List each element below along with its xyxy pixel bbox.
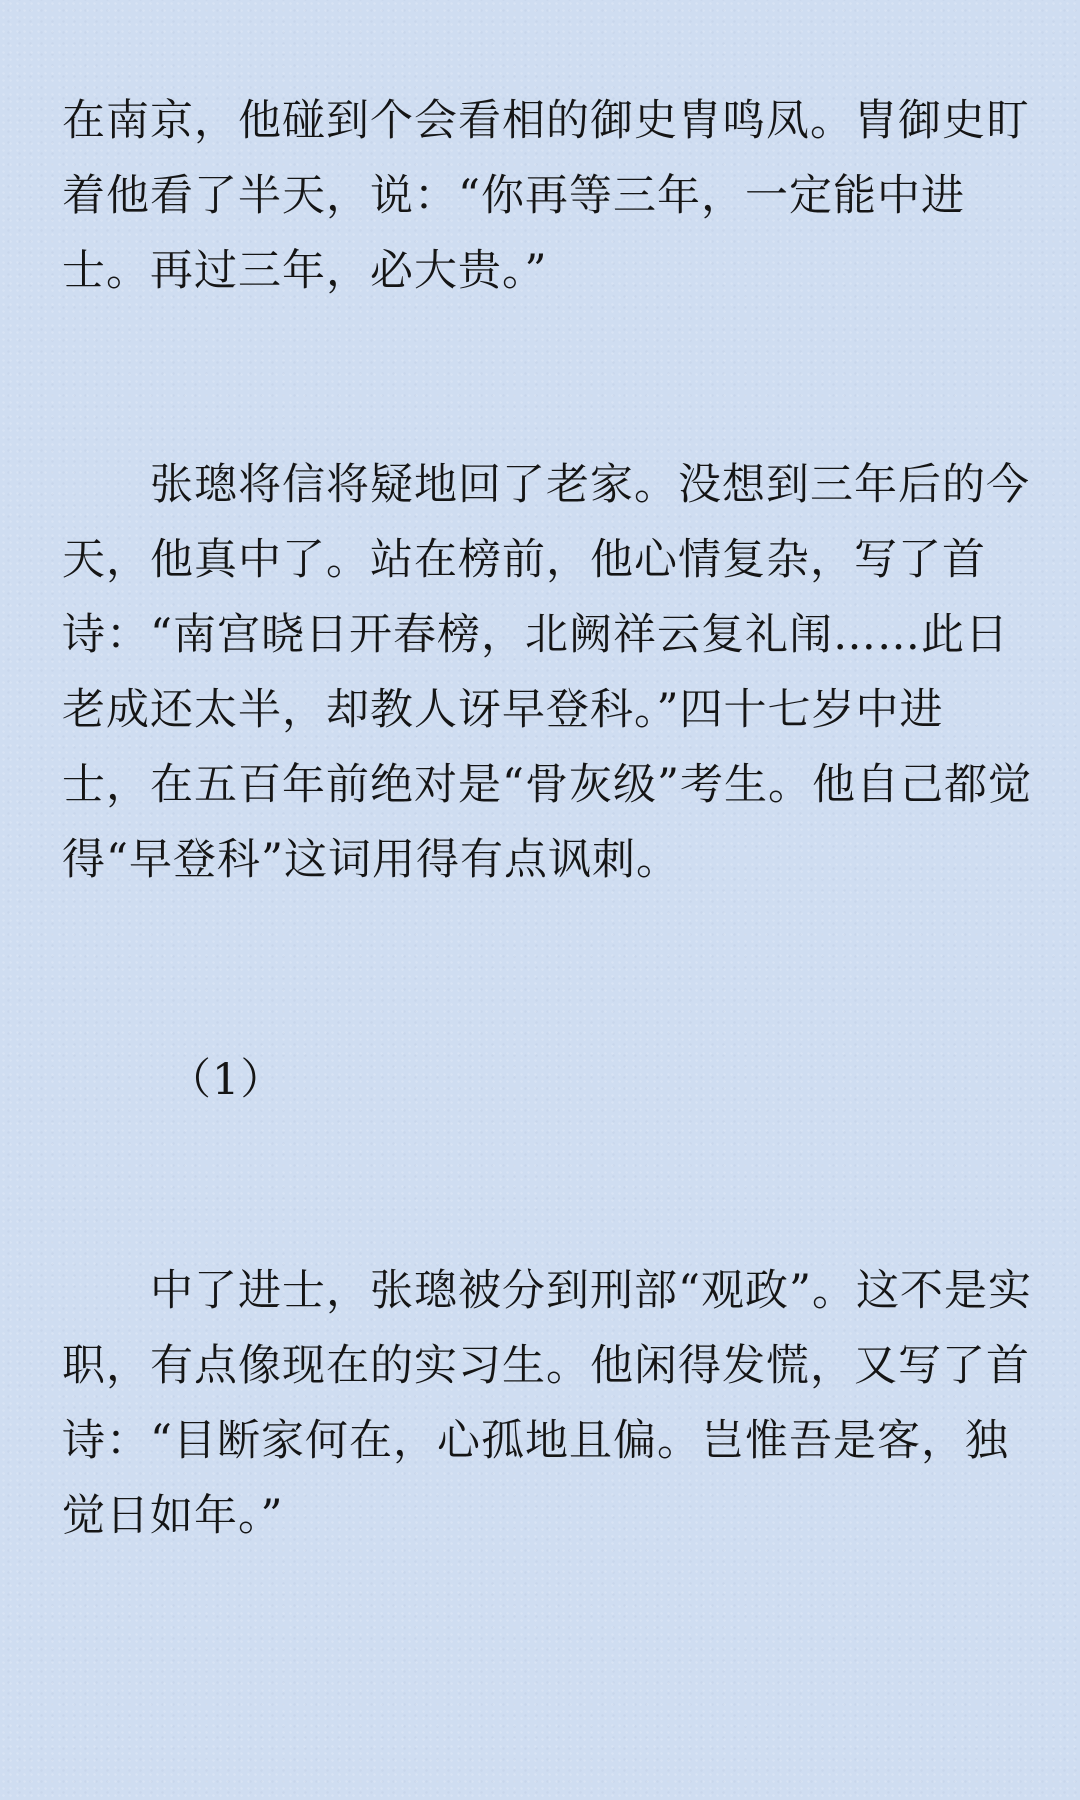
paragraph-line: 老成还太半，却教人讶早登科。”四十七岁中进 bbox=[62, 685, 944, 735]
paragraph-line: 得“早登科”这词用得有点讽刺。 bbox=[62, 835, 680, 885]
paragraph-2 bbox=[62, 448, 1032, 898]
paragraph-1 bbox=[62, 84, 1030, 309]
paragraph-line: 诗：“目断家何在，心孤地且偏。岂惟吾是客，独 bbox=[62, 1416, 1009, 1466]
paragraph-line: 士，在五百年前绝对是“骨灰级”考生。他自己都觉 bbox=[62, 760, 1032, 810]
paragraph-line: 诗：“南宫晓日开春榜，北阙祥云复礼闱……此日 bbox=[62, 610, 1009, 660]
paragraph-line: 觉日如年。” bbox=[62, 1491, 284, 1541]
paragraph-line: 着他看了半天，说：“你再等三年，一定能中进 bbox=[62, 171, 965, 221]
paragraph-line: 中了进士，张璁被分到刑部“观政”。这不是实 bbox=[150, 1266, 1032, 1316]
paragraph-line: 张璁将信将疑地回了老家。没想到三年后的今 bbox=[150, 460, 1030, 510]
paragraph-3 bbox=[62, 1254, 1032, 1554]
paragraph-line: 在南京，他碰到个会看相的御史胄鸣凤。胄御史盯 bbox=[62, 96, 1030, 146]
paragraph-line: 职，有点像现在的实习生。他闲得发慌，又写了首 bbox=[62, 1341, 1030, 1391]
section-marker bbox=[168, 1043, 1080, 1118]
section-marker-text: （1） bbox=[168, 1055, 285, 1105]
paragraph-line: 士。再过三年，必大贵。” bbox=[62, 246, 548, 296]
paragraph-line: 天，他真中了。站在榜前，他心情复杂，写了首 bbox=[62, 535, 986, 585]
